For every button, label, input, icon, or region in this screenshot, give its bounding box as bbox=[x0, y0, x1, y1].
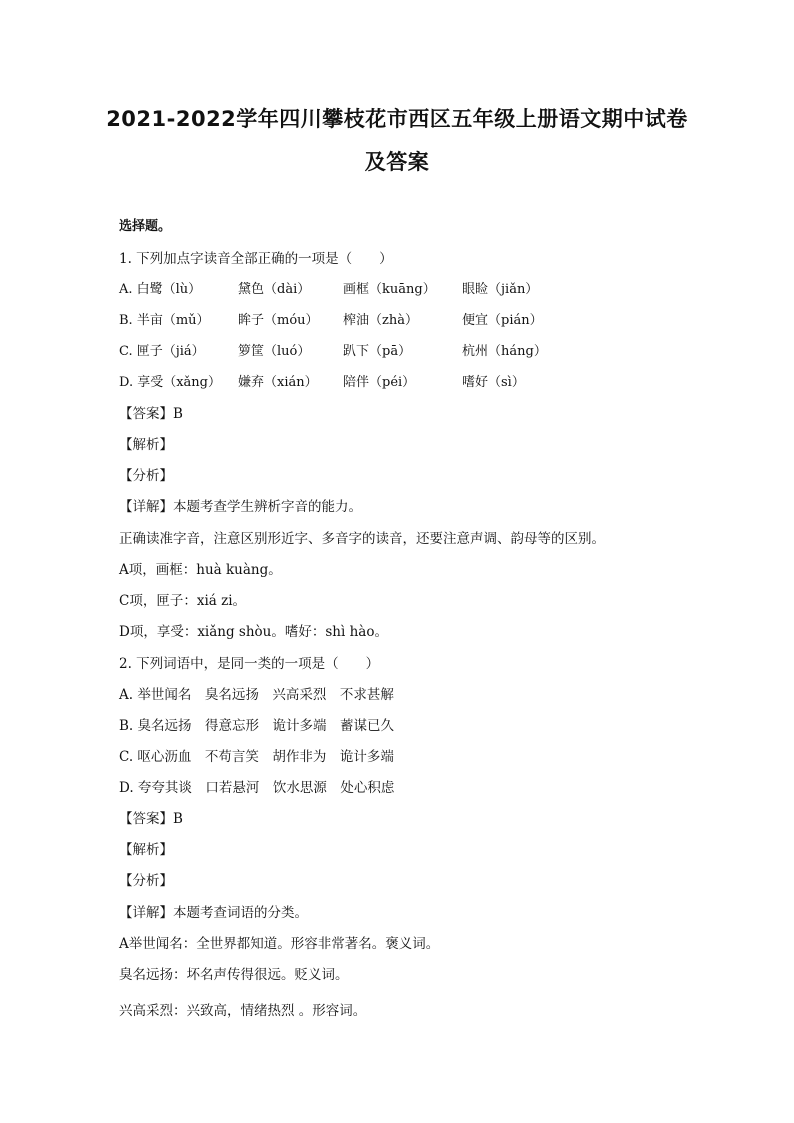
q2-answer: 【答案】B bbox=[119, 811, 183, 827]
q2-detail-1: A举世闻名：全世界都知道。形容非常著名。褒义词。 bbox=[119, 936, 440, 952]
q1-option-a-word-1: A. 白鹭（lù） bbox=[119, 282, 202, 297]
q1-option-b-word-3: 榨油（zhà） bbox=[343, 313, 418, 328]
q1-option-d-word-2: 嫌弃（xián） bbox=[238, 375, 318, 390]
q1-detail-text: 正确读准字音，注意区别形近字、多音字的读音，还要注意声调、韵母等的区别。 bbox=[119, 531, 605, 547]
q1-option-a-word-3: 画框（kuāng） bbox=[343, 282, 436, 297]
q1-option-b-word-2: 眸子（móu） bbox=[238, 313, 319, 328]
question-1-stem: 1. 下列加点字读音全部正确的一项是（ ） bbox=[119, 251, 393, 267]
q1-detail-c: C项，匣子：xiá zi。 bbox=[119, 593, 247, 609]
q1-detail-d: D项，享受：xiǎng shòu。嗜好：shì hào。 bbox=[119, 624, 388, 640]
q1-option-a-word-4: 眼睑（jiǎn） bbox=[462, 282, 539, 297]
q1-option-c-word-4: 杭州（háng） bbox=[462, 344, 547, 359]
q2-detail-2: 臭名远扬：坏名声传得很远。贬义词。 bbox=[119, 967, 349, 983]
document-title-continued: 及答案 bbox=[364, 150, 430, 174]
q1-option-b-word-1: B. 半亩（mǔ） bbox=[119, 313, 210, 328]
q1-option-d-word-1: D. 享受（xǎng） bbox=[119, 375, 222, 390]
q1-option-a-word-2: 黛色（dài） bbox=[238, 282, 311, 297]
q1-option-d-word-3: 陪伴（péi） bbox=[343, 375, 416, 390]
q2-option-c: C. 呕心沥血 不苟言笑 胡作非为 诡计多端 bbox=[119, 749, 394, 765]
q2-option-b: B. 臭名远扬 得意忘形 诡计多端 蓄谋已久 bbox=[119, 718, 395, 734]
q1-jiexi-label: 【解析】 bbox=[119, 437, 173, 453]
q1-option-c-word-2: 箩筐（luó） bbox=[238, 344, 311, 359]
q1-option-c-word-1: C. 匣子（jiá） bbox=[119, 344, 205, 359]
q1-option-b-word-4: 便宜（pián） bbox=[462, 313, 543, 328]
q1-option-d-word-4: 嗜好（sì） bbox=[462, 375, 525, 390]
q2-fenxi-label: 【分析】 bbox=[119, 873, 173, 889]
q1-detail: 【详解】本题考查学生辨析字音的能力。 bbox=[119, 499, 362, 515]
q2-option-d: D. 夸夸其谈 口若悬河 饮水思源 处心积虑 bbox=[119, 780, 395, 796]
q1-fenxi-label: 【分析】 bbox=[119, 468, 173, 484]
q1-option-c-word-3: 趴下（pā） bbox=[343, 344, 412, 359]
section-heading: 选择题。 bbox=[119, 219, 172, 234]
q2-option-a: A. 举世闻名 臭名远扬 兴高采烈 不求甚解 bbox=[119, 687, 394, 703]
document-title: 2021-2022学年四川攀枝花市西区五年级上册语文期中试卷 bbox=[106, 107, 688, 131]
q2-jiexi-label: 【解析】 bbox=[119, 842, 173, 858]
q1-answer: 【答案】B bbox=[119, 406, 183, 422]
q2-detail-3: 兴高采烈：兴致高，情绪热烈 。形容词。 bbox=[119, 1003, 367, 1019]
q2-detail: 【详解】本题考查词语的分类。 bbox=[119, 905, 308, 921]
q1-detail-a: A项，画框：huà kuàng。 bbox=[119, 562, 282, 578]
question-2-stem: 2. 下列词语中，是同一类的一项是（ ） bbox=[119, 656, 380, 672]
